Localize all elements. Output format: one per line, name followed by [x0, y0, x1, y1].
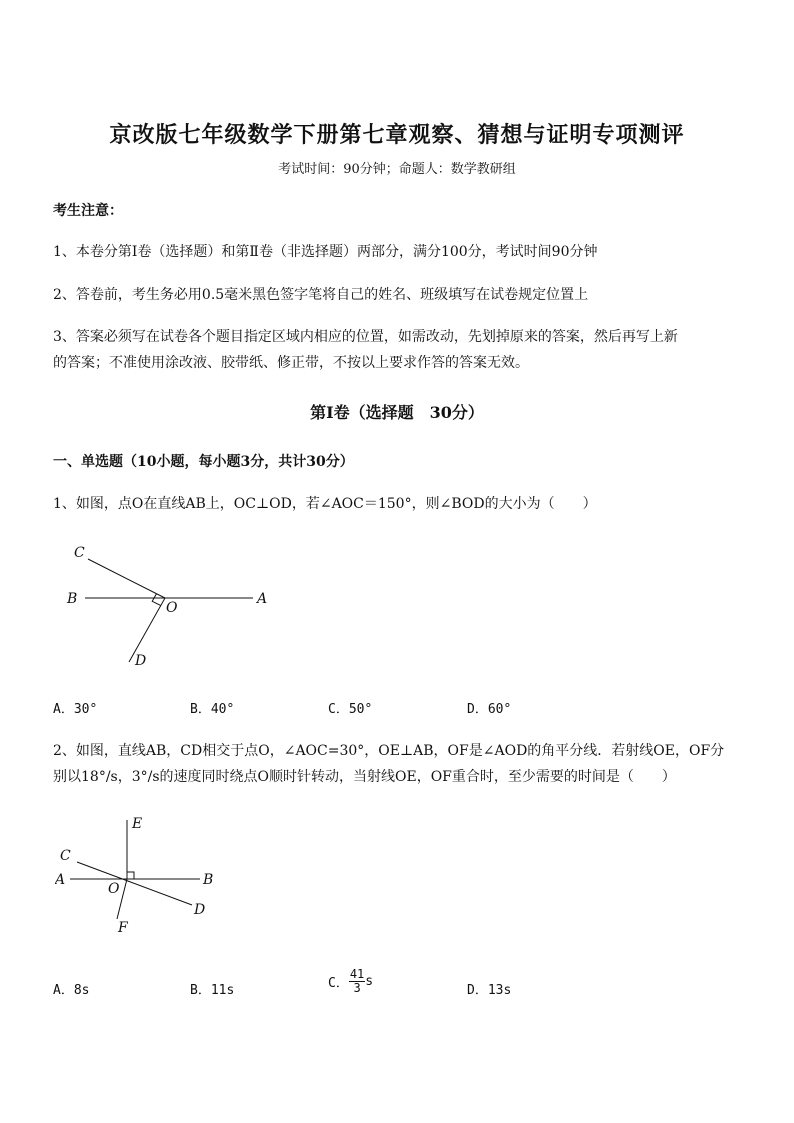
section-title: 第Ⅰ卷（选择题 30分）: [310, 403, 484, 422]
fraction: [349, 968, 365, 995]
notice-title: 考生注意：: [53, 203, 123, 219]
label-o: O: [108, 881, 120, 897]
question-1-option-b[interactable]: B．40°: [190, 702, 235, 717]
right-angle-mark: [127, 872, 134, 879]
notice-item-3: 3、答案必须写在试卷各个题目指定区域内相应的位置，如需改动，先划掉原来的答案，然后再写上新: [53, 329, 678, 345]
question-1-figure: [55, 535, 285, 675]
label-c: C: [74, 545, 85, 561]
question-2-option-a[interactable]: A．8s: [53, 983, 90, 998]
part-title: 一、单选题（10小题，每小题3分，共计30分）: [53, 454, 354, 470]
question-2-option-d[interactable]: D．13s: [467, 983, 512, 998]
line-cd: [77, 862, 192, 905]
question-2-option-c[interactable]: [328, 968, 373, 995]
fraction-denominator: 3: [353, 981, 361, 995]
notice-item-3-continued: 的答案；不准使用涂改液、胶带纸、修正带，不按以上要求作答的答案无效。: [53, 355, 529, 371]
label-e: E: [132, 816, 143, 832]
label-c: C: [60, 848, 71, 864]
label-b: B: [67, 591, 78, 607]
question-2-text-line-1: 2、如图，直线AB，CD相交于点O，∠AOC=30°，OE⊥AB，OF是∠AOD的角平分线．若射线OE，OF分: [53, 743, 725, 759]
option-c-prefix: C．: [328, 976, 349, 991]
question-2-text-line-2: 别以18°/s，3°/s的速度同时绕点O顺时针转动，当射线OE，OF重合时，至少需要的时间是（ ）: [53, 769, 676, 785]
label-f: F: [118, 920, 128, 936]
question-2-figure: [55, 810, 235, 940]
notice-item-1: 1、本卷分第Ⅰ卷（选择题）和第Ⅱ卷（非选择题）两部分，满分100分，考试时间90分钟: [53, 244, 598, 260]
label-a: A: [55, 872, 66, 888]
page-title: 京改版七年级数学下册第七章观察、猜想与证明专项测评: [109, 122, 685, 148]
notice-item-2: 2、答卷前，考生务必用0.5毫米黑色签字笔将自己的姓名、班级填写在试卷规定位置上: [53, 287, 589, 303]
label-d: D: [194, 902, 206, 918]
option-c-suffix: s: [365, 974, 374, 989]
question-1-text: 1、如图，点O在直线AB上，OC⊥OD，若∠AOC＝150°，则∠BOD的大小为（ ）: [53, 496, 597, 512]
question-2-option-b[interactable]: B．11s: [190, 983, 235, 998]
question-1-option-c[interactable]: C．50°: [328, 702, 373, 717]
label-b: B: [203, 872, 214, 888]
question-1-option-a[interactable]: A．30°: [53, 702, 98, 717]
fraction-numerator: 41: [349, 967, 365, 981]
question-1-option-d[interactable]: D．60°: [467, 702, 512, 717]
exam-info: 考试时间：90分钟；命题人：数学教研组: [278, 162, 516, 177]
label-d: D: [135, 653, 147, 669]
label-a: A: [257, 591, 268, 607]
ray-oc: [88, 559, 165, 598]
label-o: O: [166, 600, 178, 616]
